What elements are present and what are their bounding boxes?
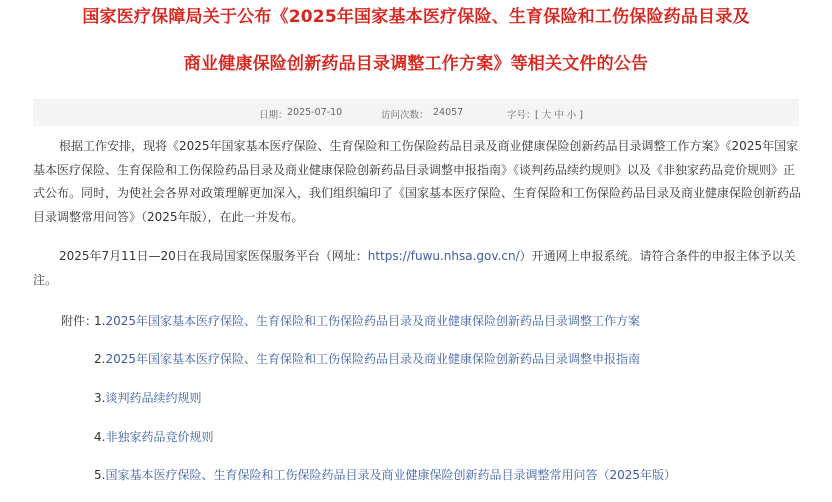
attachment-title-2: 2025年国家基本医疗保险、生育保险和工伤保险药品目录及商业健康保险创新药品目录调整申报指南: [105, 352, 640, 366]
article-meta-bar: [33, 99, 799, 126]
platform-paragraph: [33, 245, 803, 292]
platform-text-before: 2025年7月11日—20日在我局国家医保服务平台（网址：: [59, 249, 368, 263]
attachment-link-2[interactable]: [94, 350, 640, 367]
attachment-num-5: 5.: [94, 468, 106, 482]
attachment-title-5: 国家基本医疗保险、生育保险和工伤保险药品目录及商业健康保险创新药品目录调整常用问答（2025年版）: [105, 468, 676, 482]
attachment-title-3: 谈判药品续约规则: [105, 391, 202, 405]
font-size-label: 字号：: [507, 110, 536, 121]
publish-date: 2025-07-10: [287, 107, 343, 118]
attachment-link-1[interactable]: [94, 312, 640, 329]
attachment-num-1: 1.: [94, 314, 106, 328]
visits-label: 访问次数：: [381, 110, 429, 121]
attachment-link-4[interactable]: [94, 428, 213, 445]
attachment-num-3: 3.: [94, 391, 106, 405]
page-title-line-1: 国家医疗保障局关于公布《2025年国家基本医疗保险、生育保险和工伤保险药品目录及: [82, 7, 750, 27]
platform-text-after: ）开通网上申报系统。请符合条件的申报主体予以关注。: [33, 249, 796, 287]
attachment-num-4: 4.: [94, 430, 106, 444]
intro-paragraph: 根据工作安排，现将《2025年国家基本医疗保险、生育保险和工伤保险药品目录及商业健康保险创新药品目录调整工作方案》《2025年国家基本医疗保险、生育保险和工伤保险药品目录及商业健康保险创新药品目录调整申报指南》《谈判药品续约规则》以及《非独家药品竞价规则》正式公布。同时，为使社会各界对政策理解更加深入，我们组织编印了《国家基本医疗保险、生育保险和工伤保险药品目录及商业健康保险创新药品目录调整常用问答》（2025年版），在此一并发布。: [33, 139, 802, 224]
attachment-link-5[interactable]: [94, 466, 676, 483]
attachment-title-4: 非独家药品竞价规则: [105, 430, 214, 444]
date-label: 日期：: [259, 110, 288, 121]
attachment-link-3[interactable]: [94, 389, 201, 406]
page-title-line-2: 商业健康保险创新药品目录调整工作方案》等相关文件的公告: [183, 54, 649, 74]
attachments-label: 附件：: [61, 314, 98, 328]
visit-count: 24057: [433, 107, 464, 118]
attachment-title-1: 2025年国家基本医疗保险、生育保险和工伤保险药品目录及商业健康保险创新药品目录调整工作方案: [105, 314, 640, 328]
attachment-num-2: 2.: [94, 352, 106, 366]
font-size-options[interactable]: [ 大 中 小 ]: [535, 110, 583, 121]
platform-url-link[interactable]: https://fuwu.nhsa.gov.cn/: [367, 249, 520, 263]
